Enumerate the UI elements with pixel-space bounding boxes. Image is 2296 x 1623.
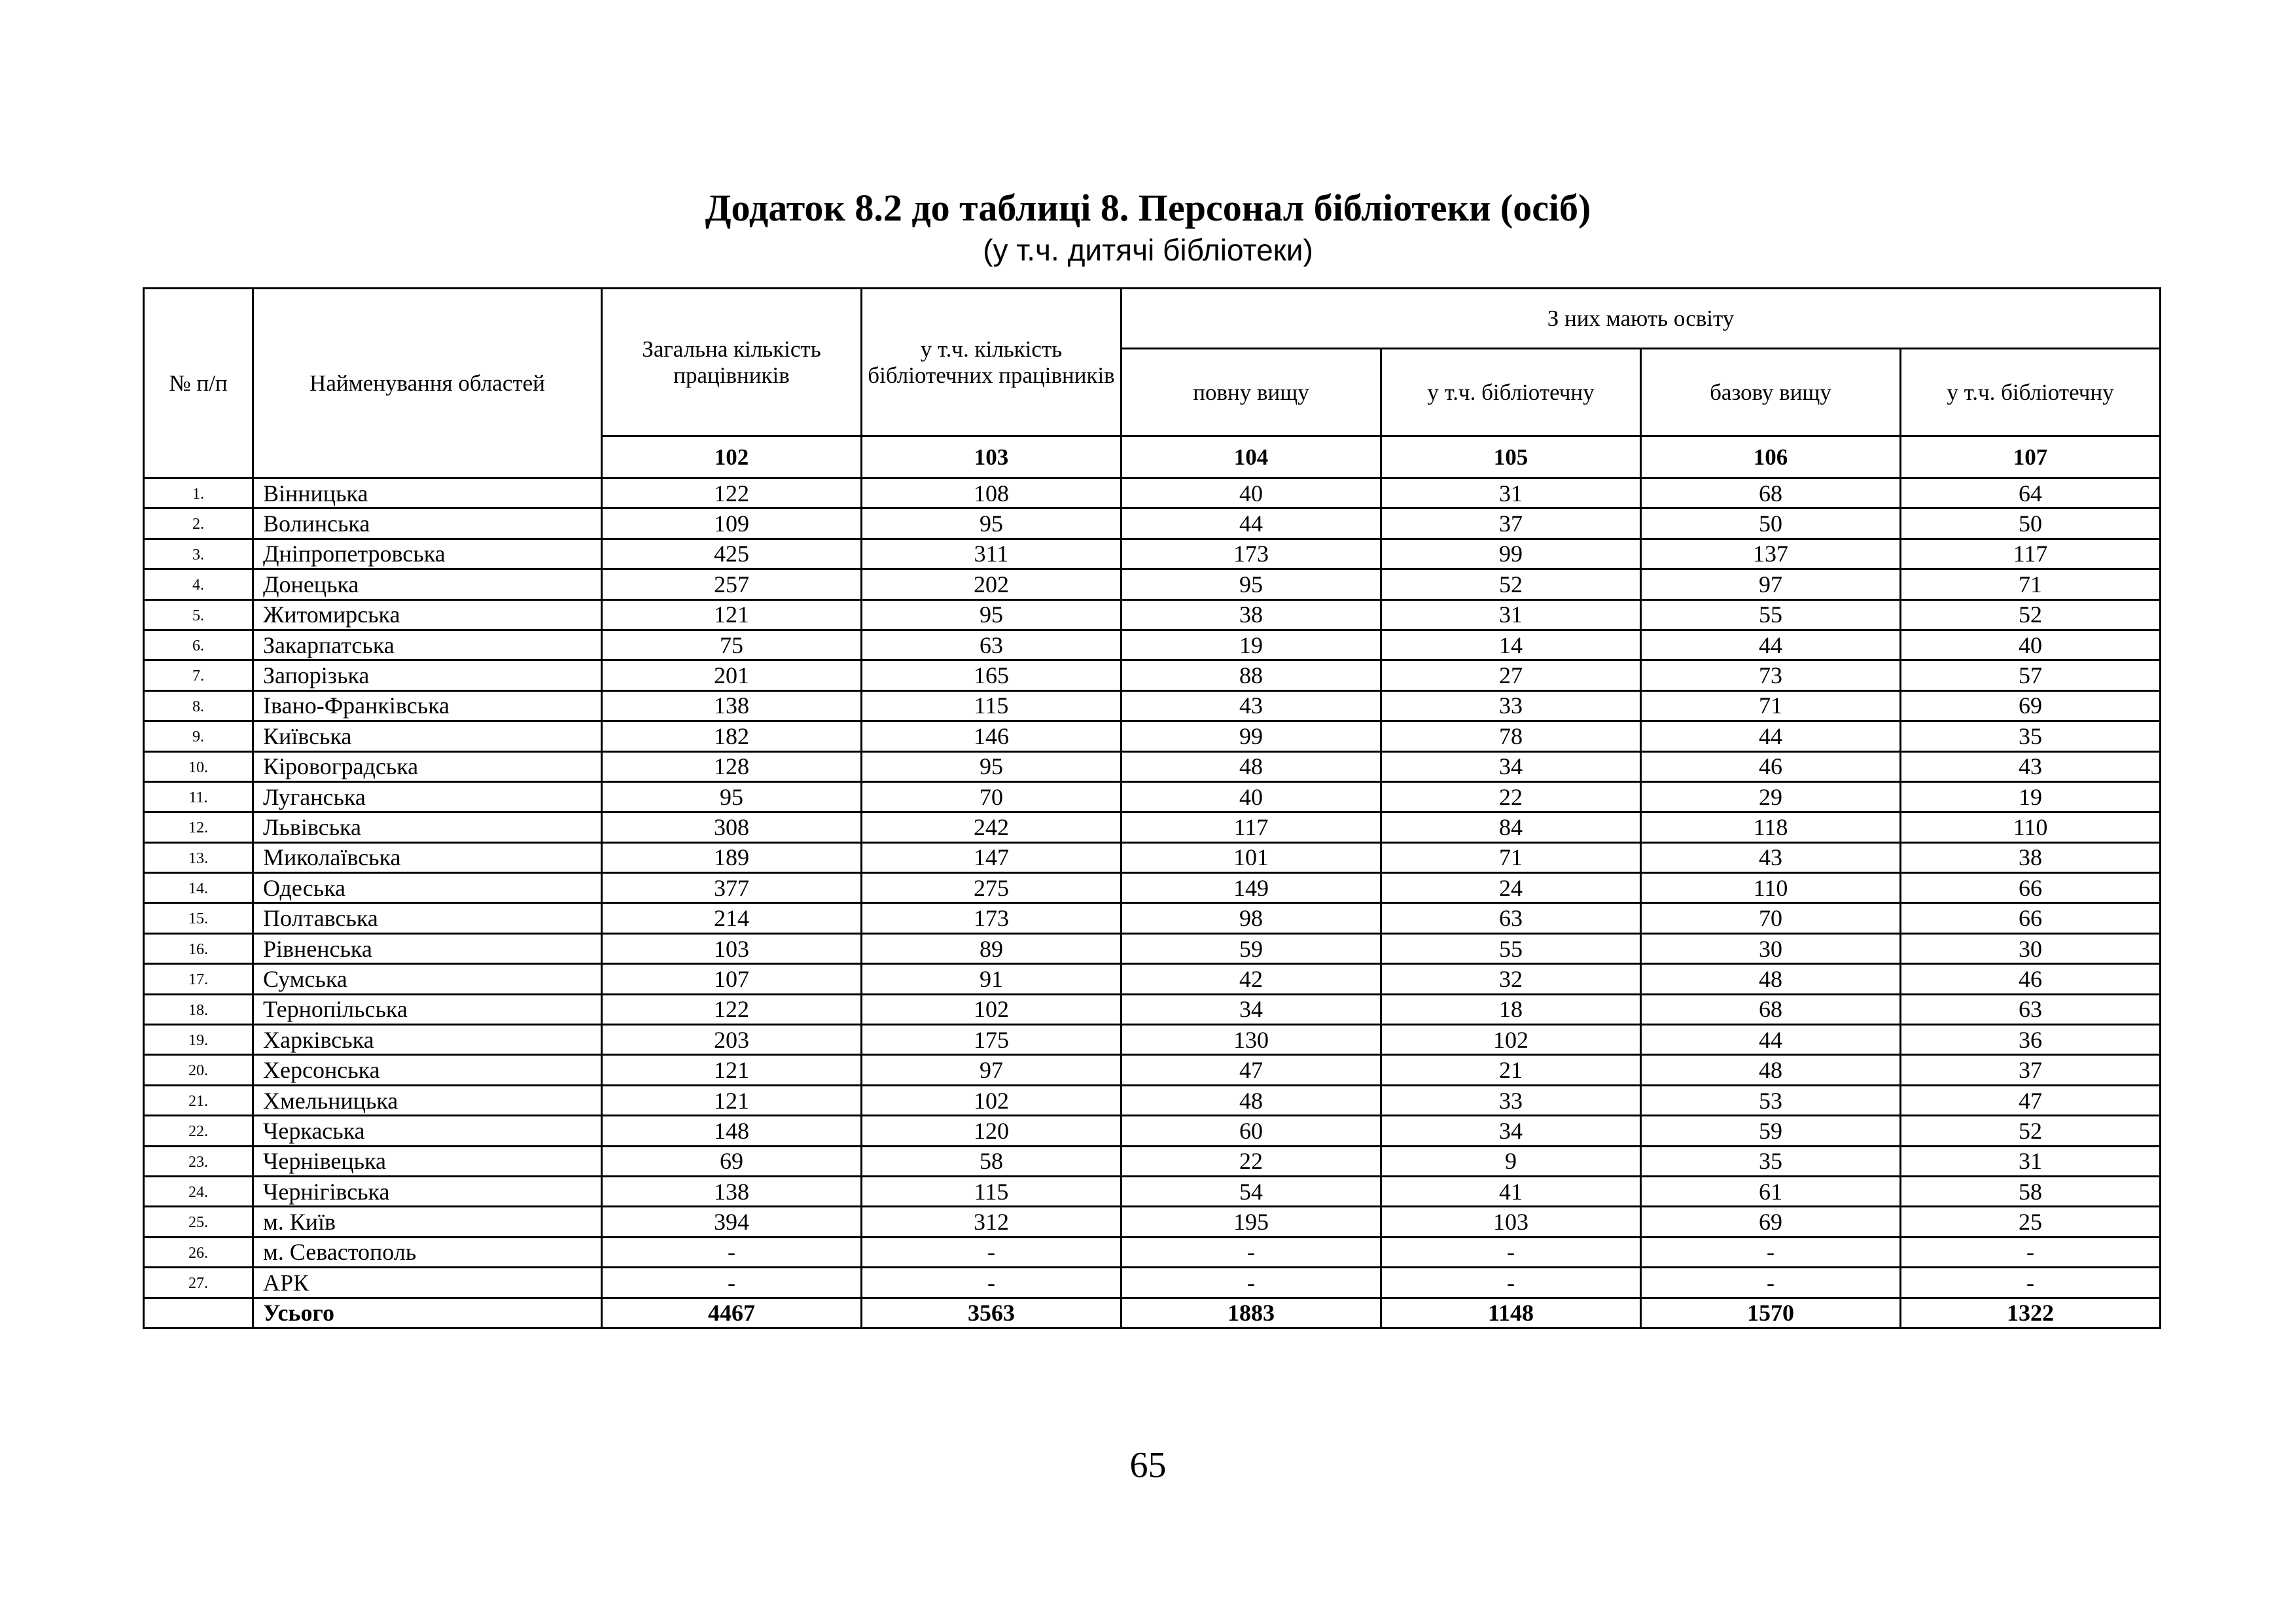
value-cell: 29 (1641, 781, 1901, 812)
region-name: Закарпатська (253, 630, 602, 660)
value-cell: 38 (1901, 842, 2161, 872)
value-cell: 84 (1381, 812, 1641, 842)
value-cell: 103 (1381, 1207, 1641, 1237)
value-cell: 24 (1381, 873, 1641, 903)
row-number: 14. (144, 873, 253, 903)
value-cell: - (862, 1268, 1122, 1298)
value-cell: 46 (1641, 751, 1901, 781)
value-cell: 147 (862, 842, 1122, 872)
header-basic-higher: базову вищу (1641, 349, 1901, 437)
table-row (144, 1237, 2161, 1267)
value-cell: 109 (602, 508, 862, 539)
value-cell: 73 (1641, 660, 1901, 690)
row-number: 6. (144, 630, 253, 660)
value-cell: 312 (862, 1207, 1122, 1237)
row-number: 1. (144, 478, 253, 508)
value-cell: 35 (1901, 721, 2161, 751)
value-cell: 71 (1381, 842, 1641, 872)
value-cell: 425 (602, 539, 862, 569)
value-cell: 47 (1122, 1055, 1381, 1085)
row-number: 13. (144, 842, 253, 872)
column-code: 105 (1381, 437, 1641, 478)
table-row (144, 903, 2161, 933)
column-code: 104 (1122, 437, 1381, 478)
value-cell: 54 (1122, 1176, 1381, 1206)
region-name: Запорізька (253, 660, 602, 690)
value-cell: 18 (1381, 994, 1641, 1024)
value-cell: 120 (862, 1116, 1122, 1146)
row-number: 12. (144, 812, 253, 842)
value-cell: 102 (1381, 1025, 1641, 1055)
row-number: 24. (144, 1176, 253, 1206)
value-cell: 35 (1641, 1146, 1901, 1176)
row-number: 9. (144, 721, 253, 751)
document-subtitle: (у т.ч. дитячі бібліотеки) (983, 233, 1313, 267)
table-row (144, 1207, 2161, 1237)
value-cell: 48 (1641, 964, 1901, 994)
value-cell: 201 (602, 660, 862, 690)
value-cell: 95 (862, 508, 1122, 539)
value-cell: 58 (862, 1146, 1122, 1176)
value-cell: 66 (1901, 873, 2161, 903)
value-cell: 97 (1641, 569, 1901, 599)
value-cell: 1883 (1122, 1298, 1381, 1328)
table-row (144, 478, 2161, 508)
value-cell: 95 (602, 781, 862, 812)
value-cell: 55 (1381, 933, 1641, 963)
table-row (144, 1146, 2161, 1176)
value-cell: 30 (1641, 933, 1901, 963)
value-cell: 377 (602, 873, 862, 903)
value-cell: 121 (602, 1055, 862, 1085)
value-cell: 78 (1381, 721, 1641, 751)
value-cell: - (1641, 1237, 1901, 1267)
row-number: 19. (144, 1025, 253, 1055)
row-number: 25. (144, 1207, 253, 1237)
value-cell: 52 (1381, 569, 1641, 599)
header-education-group: З них мають освіту (1122, 289, 2161, 349)
table-row (144, 721, 2161, 751)
value-cell: 21 (1381, 1055, 1641, 1085)
table-row (144, 812, 2161, 842)
row-number: 4. (144, 569, 253, 599)
column-code: 103 (862, 437, 1122, 478)
region-name: Чернігівська (253, 1176, 602, 1206)
value-cell: 107 (602, 964, 862, 994)
value-cell: 122 (602, 994, 862, 1024)
value-cell: 59 (1641, 1116, 1901, 1146)
table-row (144, 630, 2161, 660)
value-cell: 89 (862, 933, 1122, 963)
table-row (144, 599, 2161, 630)
value-cell: 95 (862, 751, 1122, 781)
value-cell: 148 (602, 1116, 862, 1146)
region-name: Луганська (253, 781, 602, 812)
table-row (144, 873, 2161, 903)
row-number (144, 1298, 253, 1328)
value-cell: 115 (862, 690, 1122, 721)
value-cell: 9 (1381, 1146, 1641, 1176)
region-name: Черкаська (253, 1116, 602, 1146)
region-name: Одеська (253, 873, 602, 903)
value-cell: 122 (602, 478, 862, 508)
value-cell: 99 (1122, 721, 1381, 751)
value-cell: 37 (1901, 1055, 2161, 1085)
value-cell: 173 (862, 903, 1122, 933)
row-number: 8. (144, 690, 253, 721)
region-name: м. Київ (253, 1207, 602, 1237)
value-cell: 42 (1122, 964, 1381, 994)
region-name: Тернопільська (253, 994, 602, 1024)
value-cell: 70 (1641, 903, 1901, 933)
table-row (144, 1176, 2161, 1206)
column-code: 107 (1901, 437, 2161, 478)
value-cell: 91 (862, 964, 1122, 994)
row-number: 17. (144, 964, 253, 994)
value-cell: 202 (862, 569, 1122, 599)
row-number: 26. (144, 1237, 253, 1267)
region-name: Київська (253, 721, 602, 751)
value-cell: 36 (1901, 1025, 2161, 1055)
row-number: 27. (144, 1268, 253, 1298)
value-cell: 69 (1901, 690, 2161, 721)
value-cell: - (602, 1237, 862, 1267)
header-region: Найменування областей (253, 289, 602, 478)
value-cell: 58 (1901, 1176, 2161, 1206)
row-number: 2. (144, 508, 253, 539)
value-cell: 189 (602, 842, 862, 872)
row-number: 20. (144, 1055, 253, 1085)
page-number: 65 (1129, 1445, 1167, 1486)
row-number: 10. (144, 751, 253, 781)
region-name: Чернівецька (253, 1146, 602, 1176)
value-cell: 60 (1122, 1116, 1381, 1146)
value-cell: 88 (1122, 660, 1381, 690)
value-cell: 242 (862, 812, 1122, 842)
value-cell: 137 (1641, 539, 1901, 569)
value-cell: 44 (1641, 630, 1901, 660)
table-row (144, 539, 2161, 569)
value-cell: 110 (1641, 873, 1901, 903)
value-cell: 203 (602, 1025, 862, 1055)
value-cell: 311 (862, 539, 1122, 569)
region-name: Дніпропетровська (253, 539, 602, 569)
value-cell: 95 (1122, 569, 1381, 599)
value-cell: 14 (1381, 630, 1641, 660)
table-row (144, 1116, 2161, 1146)
value-cell: 61 (1641, 1176, 1901, 1206)
value-cell: 1148 (1381, 1298, 1641, 1328)
value-cell: 95 (862, 599, 1122, 630)
value-cell: 68 (1641, 994, 1901, 1024)
value-cell: 130 (1122, 1025, 1381, 1055)
value-cell: 165 (862, 660, 1122, 690)
value-cell: 22 (1381, 781, 1641, 812)
value-cell: 43 (1641, 842, 1901, 872)
value-cell: 71 (1901, 569, 2161, 599)
value-cell: 52 (1901, 1116, 2161, 1146)
table-row (144, 994, 2161, 1024)
table-row (144, 964, 2161, 994)
value-cell: 43 (1122, 690, 1381, 721)
value-cell: 214 (602, 903, 862, 933)
table-row (144, 781, 2161, 812)
value-cell: 30 (1901, 933, 2161, 963)
value-cell: 97 (862, 1055, 1122, 1085)
value-cell: 50 (1901, 508, 2161, 539)
region-name: Житомирська (253, 599, 602, 630)
row-number: 15. (144, 903, 253, 933)
value-cell: 40 (1122, 478, 1381, 508)
value-cell: 128 (602, 751, 862, 781)
value-cell: - (602, 1268, 862, 1298)
value-cell: 59 (1122, 933, 1381, 963)
value-cell: 44 (1641, 721, 1901, 751)
value-cell: 31 (1381, 478, 1641, 508)
region-name: Львівська (253, 812, 602, 842)
table-row (144, 1268, 2161, 1298)
value-cell: 3563 (862, 1298, 1122, 1328)
value-cell: 71 (1641, 690, 1901, 721)
document-title: Додаток 8.2 до таблиці 8. Персонал бібліотеки (осіб) (705, 187, 1591, 229)
table-body (144, 478, 2161, 1329)
value-cell: 173 (1122, 539, 1381, 569)
header-library-staff: у т.ч. кількість бібліотечних працівників (862, 289, 1122, 437)
region-name: Херсонська (253, 1055, 602, 1085)
value-cell: 70 (862, 781, 1122, 812)
region-name: Волинська (253, 508, 602, 539)
value-cell: 117 (1901, 539, 2161, 569)
row-number: 11. (144, 781, 253, 812)
value-cell: 63 (1381, 903, 1641, 933)
table-row (144, 569, 2161, 599)
region-name: Рівненська (253, 933, 602, 963)
value-cell: 53 (1641, 1085, 1901, 1115)
region-name: Полтавська (253, 903, 602, 933)
value-cell: 66 (1901, 903, 2161, 933)
region-name: Донецька (253, 569, 602, 599)
value-cell: 175 (862, 1025, 1122, 1055)
value-cell: 27 (1381, 660, 1641, 690)
row-number: 7. (144, 660, 253, 690)
value-cell: 110 (1901, 812, 2161, 842)
header-basic-higher-library: у т.ч. бібліотечну (1901, 349, 2161, 437)
row-number: 5. (144, 599, 253, 630)
value-cell: 44 (1641, 1025, 1901, 1055)
value-cell: 38 (1122, 599, 1381, 630)
value-cell: 46 (1901, 964, 2161, 994)
value-cell: 33 (1381, 690, 1641, 721)
value-cell: 34 (1122, 994, 1381, 1024)
header-number: № п/п (144, 289, 253, 478)
value-cell: 19 (1901, 781, 2161, 812)
value-cell: 138 (602, 690, 862, 721)
region-name: АРК (253, 1268, 602, 1298)
table-row (144, 1085, 2161, 1115)
value-cell: 102 (862, 1085, 1122, 1115)
value-cell: 33 (1381, 1085, 1641, 1115)
value-cell: 25 (1901, 1207, 2161, 1237)
value-cell: - (862, 1237, 1122, 1267)
value-cell: 68 (1641, 478, 1901, 508)
table-row (144, 933, 2161, 963)
value-cell: 48 (1122, 751, 1381, 781)
value-cell: - (1901, 1268, 2161, 1298)
value-cell: 101 (1122, 842, 1381, 872)
value-cell: 63 (862, 630, 1122, 660)
value-cell: 40 (1901, 630, 2161, 660)
value-cell: 47 (1901, 1085, 2161, 1115)
value-cell: 43 (1901, 751, 2161, 781)
value-cell: 121 (602, 1085, 862, 1115)
value-cell: 118 (1641, 812, 1901, 842)
value-cell: 34 (1381, 1116, 1641, 1146)
value-cell: 34 (1381, 751, 1641, 781)
value-cell: 138 (602, 1176, 862, 1206)
value-cell: - (1901, 1237, 2161, 1267)
region-name: Кіровоградська (253, 751, 602, 781)
table-row (144, 1055, 2161, 1085)
row-number: 22. (144, 1116, 253, 1146)
value-cell: 98 (1122, 903, 1381, 933)
table-row (144, 690, 2161, 721)
region-name: Харківська (253, 1025, 602, 1055)
header-full-higher: повну вищу (1122, 349, 1381, 437)
value-cell: 121 (602, 599, 862, 630)
row-number: 23. (144, 1146, 253, 1176)
value-cell: 115 (862, 1176, 1122, 1206)
value-cell: 257 (602, 569, 862, 599)
value-cell: 1570 (1641, 1298, 1901, 1328)
value-cell: - (1381, 1237, 1641, 1267)
value-cell: 4467 (602, 1298, 862, 1328)
value-cell: 182 (602, 721, 862, 751)
value-cell: 52 (1901, 599, 2161, 630)
value-cell: 55 (1641, 599, 1901, 630)
value-cell: 57 (1901, 660, 2161, 690)
region-name: Сумська (253, 964, 602, 994)
value-cell: 108 (862, 478, 1122, 508)
value-cell: 195 (1122, 1207, 1381, 1237)
value-cell: 146 (862, 721, 1122, 751)
value-cell: 41 (1381, 1176, 1641, 1206)
value-cell: 31 (1901, 1146, 2161, 1176)
total-row (144, 1298, 2161, 1328)
region-name: м. Севастополь (253, 1237, 602, 1267)
value-cell: 32 (1381, 964, 1641, 994)
value-cell: 19 (1122, 630, 1381, 660)
value-cell: - (1122, 1268, 1381, 1298)
value-cell: 103 (602, 933, 862, 963)
value-cell: 69 (1641, 1207, 1901, 1237)
library-staff-table (143, 287, 2161, 1329)
table-row (144, 842, 2161, 872)
value-cell: 50 (1641, 508, 1901, 539)
value-cell: 63 (1901, 994, 2161, 1024)
row-number: 16. (144, 933, 253, 963)
value-cell: 275 (862, 873, 1122, 903)
table-row (144, 508, 2161, 539)
value-cell: 48 (1122, 1085, 1381, 1115)
header-total-staff: Загальна кількість працівників (602, 289, 862, 437)
value-cell: - (1641, 1268, 1901, 1298)
value-cell: 69 (602, 1146, 862, 1176)
region-name: Івано-Франківська (253, 690, 602, 721)
value-cell: 22 (1122, 1146, 1381, 1176)
value-cell: 149 (1122, 873, 1381, 903)
region-name: Хмельницька (253, 1085, 602, 1115)
value-cell: 102 (862, 994, 1122, 1024)
value-cell: 40 (1122, 781, 1381, 812)
value-cell: 37 (1381, 508, 1641, 539)
value-cell: 64 (1901, 478, 2161, 508)
value-cell: 44 (1122, 508, 1381, 539)
value-cell: 394 (602, 1207, 862, 1237)
table-row (144, 751, 2161, 781)
value-cell: 99 (1381, 539, 1641, 569)
region-name: Миколаївська (253, 842, 602, 872)
value-cell: 1322 (1901, 1298, 2161, 1328)
value-cell: 48 (1641, 1055, 1901, 1085)
region-name: Вінницька (253, 478, 602, 508)
value-cell: 117 (1122, 812, 1381, 842)
table-row (144, 660, 2161, 690)
row-number: 21. (144, 1085, 253, 1115)
row-number: 3. (144, 539, 253, 569)
value-cell: 75 (602, 630, 862, 660)
column-code: 102 (602, 437, 862, 478)
table-row (144, 1025, 2161, 1055)
column-code: 106 (1641, 437, 1901, 478)
row-number: 18. (144, 994, 253, 1024)
region-name: Усього (253, 1298, 602, 1328)
value-cell: - (1122, 1237, 1381, 1267)
header-full-higher-library: у т.ч. бібліотечну (1381, 349, 1641, 437)
value-cell: 31 (1381, 599, 1641, 630)
value-cell: - (1381, 1268, 1641, 1298)
value-cell: 308 (602, 812, 862, 842)
